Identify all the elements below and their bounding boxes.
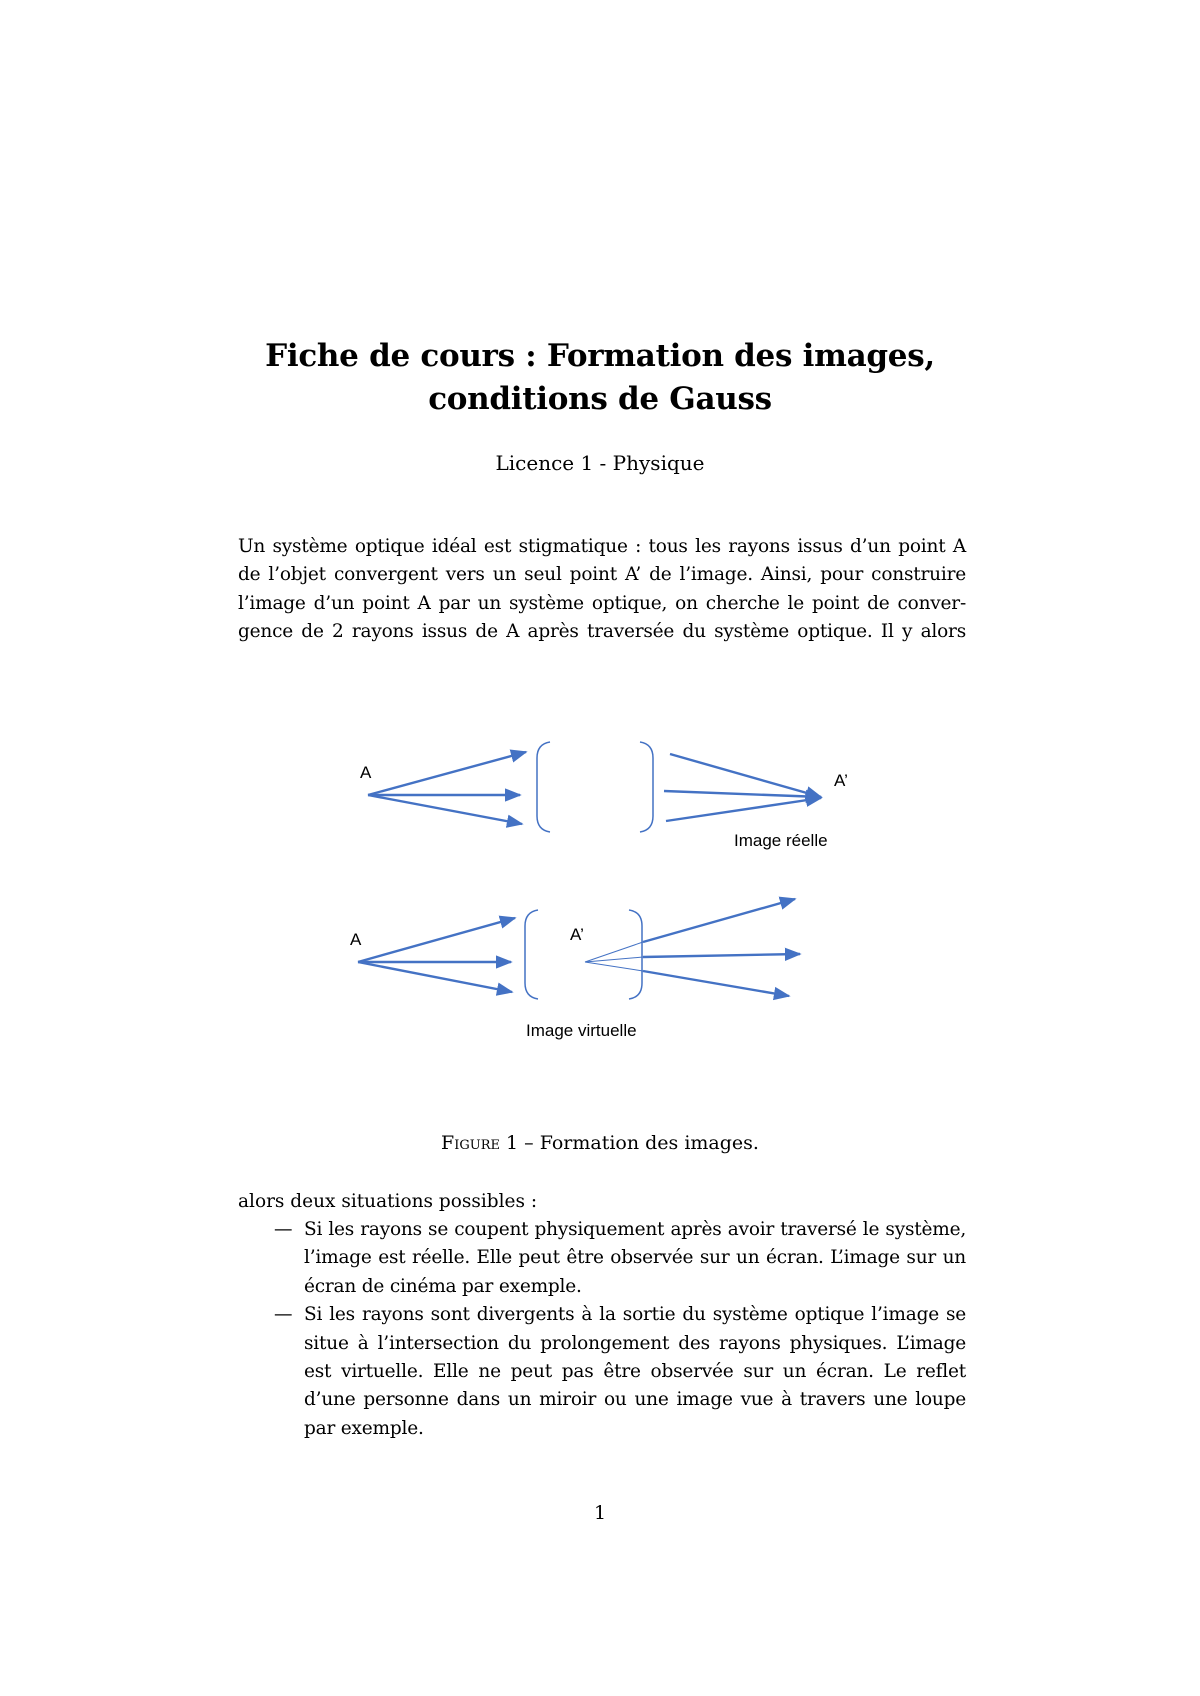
figure-caption-separator: – [518, 1132, 540, 1154]
intro-paragraph [238, 533, 966, 647]
virtual-optical-system-left-bracket [525, 910, 538, 999]
figure-image-formation [300, 718, 860, 1058]
list-dash: — [274, 1304, 293, 1326]
virtual-outgoing-ray [643, 971, 789, 996]
figure-caption-label: Figure 1 [441, 1132, 519, 1154]
intro-line: de l’objet convergent vers un seul point A’ de l’image. Ainsi, pour construire [238, 564, 966, 586]
virtual-image-caption: Image virtuelle [526, 1021, 637, 1040]
real-outgoing-ray [670, 754, 821, 797]
real-image-label: A’ [834, 771, 848, 790]
virtual-outgoing-ray [643, 899, 795, 942]
real-outgoing-ray [664, 791, 821, 797]
title-line-1: Fiche de cours : Formation des images, [265, 338, 935, 374]
document-title [0, 335, 1200, 421]
virtual-ray-extension [585, 962, 643, 971]
list-intro: alors deux situations possibles : [238, 1191, 538, 1212]
real-image-caption: Image réelle [734, 831, 828, 850]
real-object-label: A [360, 763, 372, 782]
real-incoming-ray [368, 752, 526, 795]
list-item [238, 1216, 966, 1301]
list-dash: — [274, 1219, 293, 1240]
title-line-2: conditions de Gauss [428, 381, 772, 417]
virtual-outgoing-ray [643, 954, 800, 957]
list-item [238, 1301, 966, 1443]
real-optical-system-left-bracket [537, 742, 550, 832]
virtual-optical-system-right-bracket [629, 910, 642, 999]
real-outgoing-ray [666, 798, 821, 821]
figure-diagram [300, 718, 860, 1058]
situations-list [238, 1216, 966, 1443]
virtual-incoming-ray [358, 962, 512, 992]
real-incoming-ray [368, 795, 522, 824]
virtual-object-label: A [350, 930, 362, 949]
figure-caption-text: Formation des images. [539, 1132, 759, 1154]
intro-line: Un système optique idéal est stigmatique : tous les rayons issus d’un point A [238, 536, 966, 557]
virtual-image-label: A’ [570, 925, 584, 944]
list-item-text: Si les rayons se coupent physiquement après avoir traversé le système, l’image est réelle. Elle peut être observée sur un écran. L’image sur un écran de cinéma par exemple. [304, 1219, 966, 1297]
real-image-diagram [360, 742, 848, 850]
intro-line: l’image d’un point A par un système optique, on cherche le point de conver- [238, 592, 966, 614]
real-optical-system-right-bracket [640, 742, 653, 832]
virtual-incoming-ray [358, 918, 515, 962]
virtual-image-diagram [350, 899, 800, 1040]
page-number: 1 [593, 1502, 607, 1524]
intro-line: gence de 2 rayons issus de A après traversée du système optique. Il y alors [238, 621, 966, 643]
figure-caption [0, 1130, 1200, 1156]
list-item-text: Si les rayons sont divergents à la sortie du système optique l’image se situe à l’intersection du prolongement des rayons physiques. L’image est virtuelle. Elle ne peut pas être observée sur un écran. Le reflet d’une personne dans un miroir ou une image vue à travers une loupe par exemple. [304, 1304, 966, 1439]
subtitle: Licence 1 - Physique [495, 451, 705, 475]
